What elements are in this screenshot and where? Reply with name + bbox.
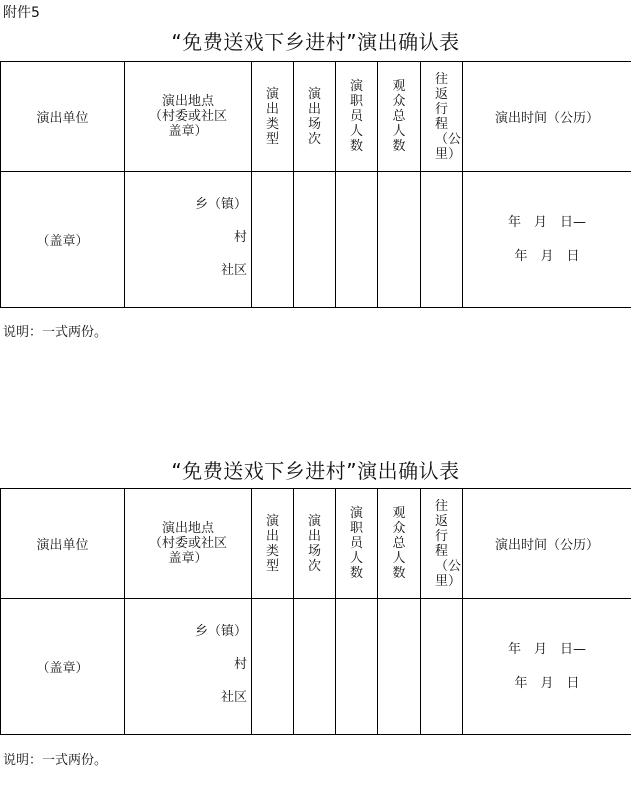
cell-sessions[interactable] xyxy=(294,172,336,308)
attachment-label: 附件5 xyxy=(3,5,40,21)
header-unit: 演出单位 xyxy=(1,62,125,172)
header-location-line1: 演出地点 xyxy=(161,521,214,536)
header-location xyxy=(125,62,252,172)
header-distance: 往返行程（公里） xyxy=(421,62,463,172)
community-label: 社区 xyxy=(220,262,247,278)
form-note: 说明：一式两份。 xyxy=(3,325,108,340)
date-end: 年 月 日 xyxy=(514,248,580,264)
header-location-line2: （村委或社区 xyxy=(148,109,227,124)
header-location-line2: （村委或社区 xyxy=(148,536,227,551)
header-performers: 演职员人数 xyxy=(336,489,378,599)
header-audience: 观众总人数 xyxy=(378,489,421,599)
cell-location xyxy=(125,172,252,308)
form-title: “免费送戏下乡进村”演出确认表 xyxy=(171,459,460,483)
cell-audience[interactable] xyxy=(378,599,421,735)
confirmation-table xyxy=(0,61,631,308)
cell-type[interactable] xyxy=(252,599,294,735)
header-unit: 演出单位 xyxy=(1,489,125,599)
header-location xyxy=(125,489,252,599)
date-start: 年 月 日— xyxy=(507,641,586,657)
header-audience: 观众总人数 xyxy=(378,62,421,172)
township-label: 乡（镇） xyxy=(194,196,247,212)
cell-performers[interactable] xyxy=(336,172,378,308)
cell-performers[interactable] xyxy=(336,599,378,735)
header-time: 演出时间（公历） xyxy=(463,489,631,599)
header-location-line3: 盖章） xyxy=(168,124,208,139)
header-sessions: 演出场次 xyxy=(294,62,336,172)
village-label: 村 xyxy=(233,656,247,672)
date-start: 年 月 日— xyxy=(507,214,586,230)
cell-audience[interactable] xyxy=(378,172,421,308)
header-location-line1: 演出地点 xyxy=(161,94,214,109)
cell-unit-seal: （盖章） xyxy=(1,599,125,735)
form-title: “免费送戏下乡进村”演出确认表 xyxy=(171,30,460,54)
cell-distance[interactable] xyxy=(421,599,463,735)
cell-time xyxy=(463,599,631,735)
cell-sessions[interactable] xyxy=(294,599,336,735)
header-location-line3: 盖章） xyxy=(168,551,208,566)
cell-location xyxy=(125,599,252,735)
header-type: 演出类型 xyxy=(252,489,294,599)
header-sessions: 演出场次 xyxy=(294,489,336,599)
community-label: 社区 xyxy=(220,689,247,705)
cell-distance[interactable] xyxy=(421,172,463,308)
village-label: 村 xyxy=(233,229,247,245)
cell-time xyxy=(463,172,631,308)
confirmation-table xyxy=(0,488,631,735)
cell-type[interactable] xyxy=(252,172,294,308)
cell-unit-seal: （盖章） xyxy=(1,172,125,308)
header-performers: 演职员人数 xyxy=(336,62,378,172)
form-note: 说明：一式两份。 xyxy=(3,753,108,768)
header-distance: 往返行程（公里） xyxy=(421,489,463,599)
township-label: 乡（镇） xyxy=(194,623,247,639)
header-time: 演出时间（公历） xyxy=(463,62,631,172)
header-type: 演出类型 xyxy=(252,62,294,172)
date-end: 年 月 日 xyxy=(514,675,580,691)
